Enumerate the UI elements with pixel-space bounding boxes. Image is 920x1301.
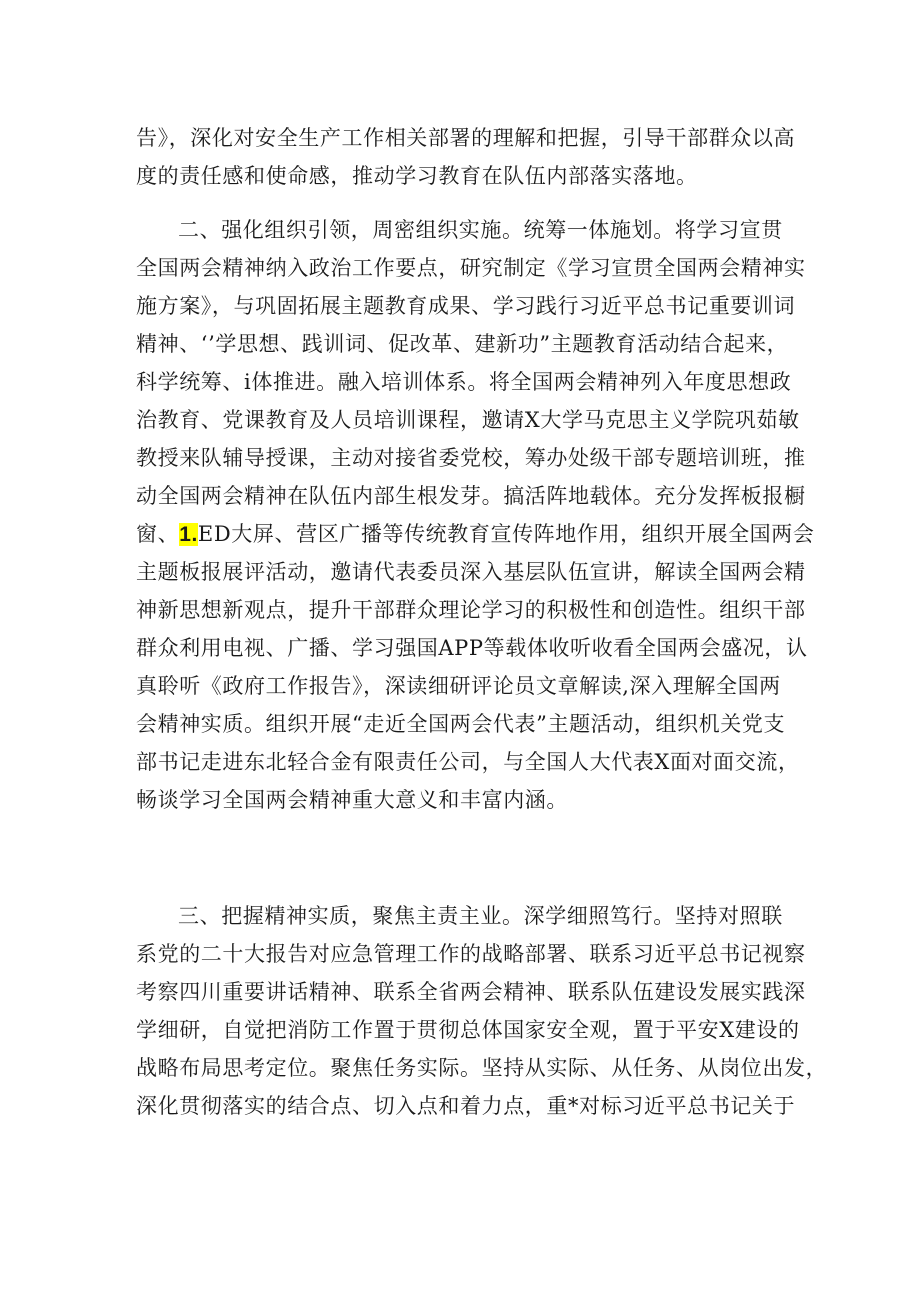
paragraph-1: [136, 119, 796, 195]
text-line: 真聆听《政府工作报告》，深读细研评论员文章解读,深入理解全国两: [136, 674, 781, 698]
text-segment: ED大屏、营区广播等传统教育宣传阵地作用，组织开展全国两会: [197, 522, 815, 546]
text-line: 治教育、党课教育及人员培训课程，邀请X大学马克思主义学院巩茹敏: [136, 408, 800, 432]
text-line: 科学统筹、i体推进。融入培训体系。将全国两会精神列入年度思想政: [136, 370, 792, 394]
text-line: 动全国两会精神在队伍内部生根发芽。搞活阵地载体。充分发挥板报橱: [136, 484, 806, 508]
text-line: 考察四川重要讲话精神、联系全省两会精神、联系队伍建设发展实践深: [136, 980, 806, 1004]
text-line: 战略布局思考定位。聚焦任务实际。坚持从实际、从任务、从岗位出发，: [136, 1056, 828, 1080]
text-line: 二、强化组织引领，周密组织实施。统筹一体施划。将学习宣贯: [178, 218, 783, 242]
text-line: 学细研，自觉把消防工作置于贯彻总体国家安全观，置于平安X建设的: [136, 1018, 800, 1042]
text-line: 告》，深化对安全生产工作相关部署的理解和把握，引导干部群众以高: [136, 126, 796, 150]
highlighted-text: 1.: [179, 523, 198, 546]
text-line: 系党的二十大报告对应急管理工作的战略部署、联系习近平总书记视察: [136, 942, 806, 966]
text-line: 深化贯彻落实的结合点、切入点和着力点，重*对标习近平总书记关于: [136, 1094, 796, 1118]
text-line: 群众利用电视、广播、学习强国APP等载体收听收看全国两会盛况，认: [136, 636, 808, 660]
text-line: 神新思想新观点，提升干部群众理论学习的积极性和创造性。组织干部: [136, 598, 806, 622]
text-line-highlighted: [136, 515, 815, 553]
text-line: 教授来队辅导授课，主动对接省委党校，筹办处级干部专题培训班，推: [136, 446, 806, 470]
text-line: 度的责任感和使命感，推动学习教育在队伍内部落实落地。: [136, 164, 698, 188]
paragraph-2: [136, 211, 815, 819]
text-line: 全国两会精神纳入政治工作要点，研究制定《学习宣贯全国两会精神实: [136, 256, 806, 280]
text-segment: 窗、: [136, 522, 180, 546]
text-line: 畅谈学习全国两会精神重大意义和丰富内涵。: [136, 788, 568, 812]
text-line: 部书记走进东北轻合金有限责任公司，与全国人大代表X面对面交流，: [136, 750, 800, 774]
text-line: 精神、‘’学思想、践训词、促改革、建新功”主题教育活动结合起来，: [136, 332, 789, 356]
text-line: 三、把握精神实质，聚焦主责主业。深学细照笃行。坚持对照联: [178, 904, 783, 928]
text-line: 施方案》，与巩固拓展主题教育成果、学习践行习近平总书记重要训词: [136, 294, 796, 318]
text-line: 会精神实质。组织开展“走近全国两会代表”主题活动，组织机关党支: [136, 712, 786, 736]
paragraph-3: [136, 897, 828, 1125]
text-line: 主题板报展评活动，邀请代表委员深入基层队伍宣讲，解读全国两会精: [136, 560, 806, 584]
